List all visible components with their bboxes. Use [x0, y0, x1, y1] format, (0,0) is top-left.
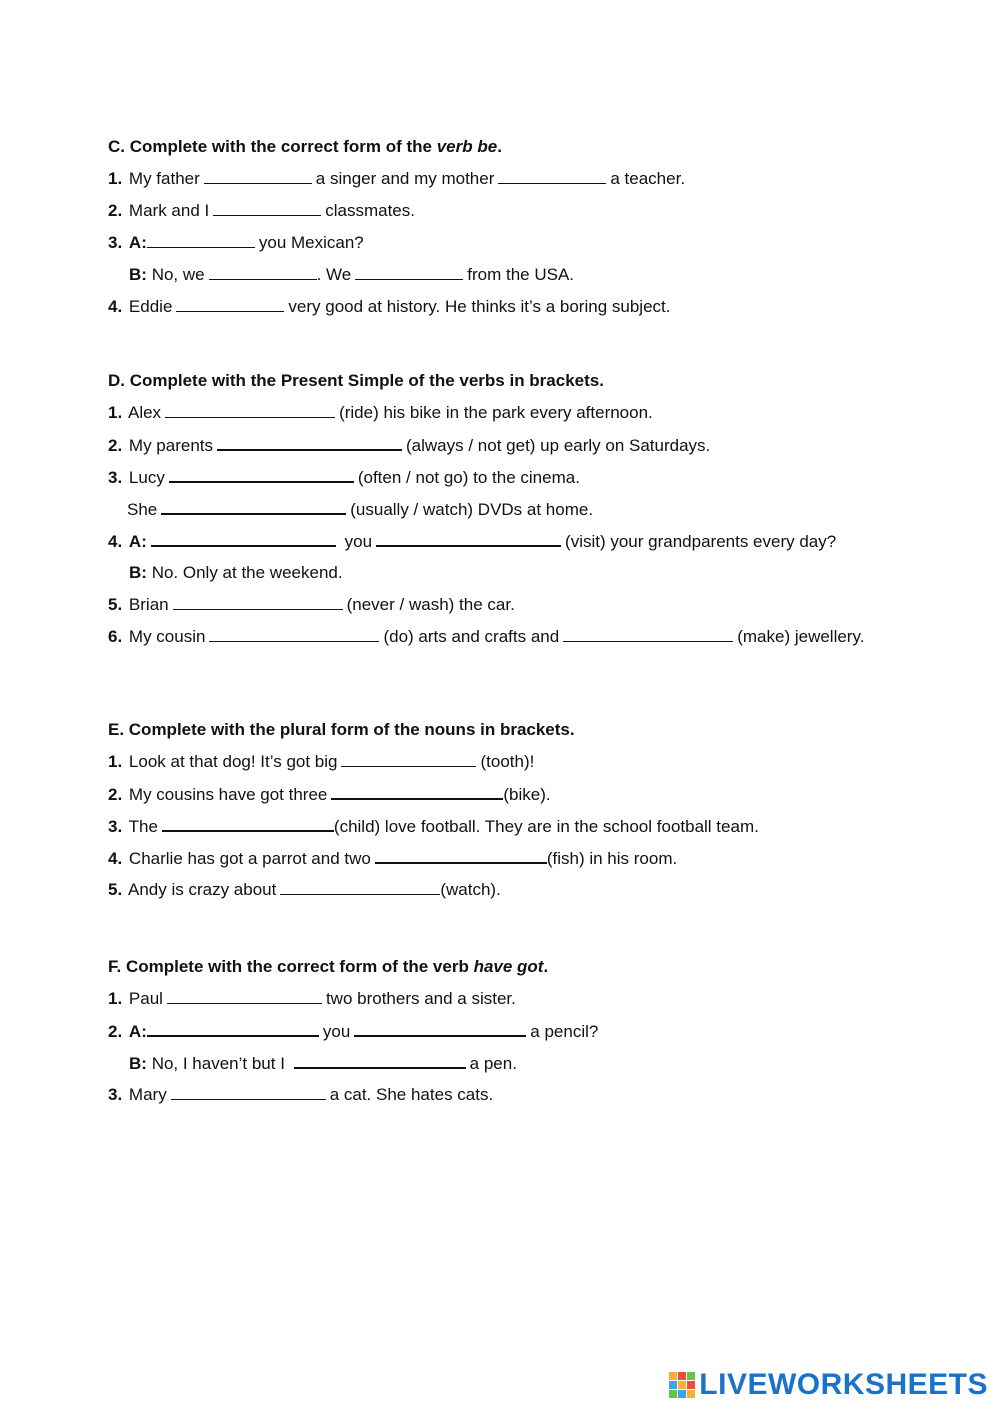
question-d1: 1. Alex (ride) his bike in the park every afternoon. [108, 403, 653, 422]
answer-blank[interactable] [355, 265, 463, 280]
section-f-heading: F. Complete with the correct form of the verb have got. [108, 957, 549, 976]
question-c1: 1. My father a singer and my mother a teacher. [108, 169, 686, 188]
answer-blank[interactable] [204, 169, 312, 184]
section-e-heading: E. Complete with the plural form of the nouns in brackets. [108, 720, 575, 739]
question-f1: 1. Paul two brothers and a sister. [108, 989, 516, 1008]
answer-blank[interactable] [169, 467, 354, 483]
answer-blank[interactable] [331, 784, 503, 800]
section-e [108, 720, 940, 912]
answer-blank[interactable] [376, 531, 561, 547]
liveworksheets-logo-text: LIVEWORKSHEETS [699, 1368, 988, 1401]
answer-blank[interactable] [217, 435, 402, 451]
question-e3: 3. The (child) love football. They are in the school football team. [108, 817, 759, 836]
answer-blank[interactable] [294, 1053, 466, 1069]
answer-blank[interactable] [161, 499, 346, 515]
question-d3: 3. Lucy (often / not go) to the cinema. [108, 468, 580, 487]
question-d2: 2. My parents (always / not get) up early on Saturdays. [108, 436, 711, 455]
answer-blank[interactable] [165, 403, 335, 418]
question-e2: 2. My cousins have got three (bike). [108, 785, 551, 804]
question-d6: 6. My cousin (do) arts and crafts and (make) jewellery. [108, 627, 865, 646]
answer-blank[interactable] [147, 1021, 319, 1037]
answer-blank[interactable] [176, 297, 284, 312]
answer-blank[interactable] [173, 595, 343, 610]
question-d4: 4. A: you (visit) your grandparents every day? [108, 532, 837, 551]
answer-blank[interactable] [147, 233, 255, 248]
question-d5: 5. Brian (never / wash) the car. [108, 595, 515, 614]
question-e1: 1. Look at that dog! It’s got big (tooth)! [108, 752, 535, 771]
answer-blank[interactable] [341, 752, 476, 767]
answer-blank[interactable] [209, 265, 317, 280]
question-f2b: B: No, I haven’t but I a pen. [129, 1054, 517, 1073]
question-f3: 3. Mary a cat. She hates cats. [108, 1085, 494, 1104]
question-c3b: B: No, we . We from the USA. [129, 265, 575, 284]
answer-blank[interactable] [213, 201, 321, 216]
answer-blank[interactable] [375, 848, 547, 864]
answer-blank[interactable] [167, 989, 322, 1004]
question-e5: 5. Andy is crazy about (watch). [108, 880, 501, 899]
section-d-heading: D. Complete with the Present Simple of the verbs in brackets. [108, 371, 604, 390]
section-f [108, 957, 940, 1117]
question-c3: 3. A: you Mexican? [108, 233, 364, 252]
answer-blank[interactable] [171, 1085, 326, 1100]
liveworksheets-logo-icon [669, 1372, 695, 1398]
question-d4b: B: No. Only at the weekend. [129, 563, 343, 582]
answer-blank[interactable] [209, 627, 379, 642]
question-d3b: She (usually / watch) DVDs at home. [127, 500, 594, 519]
question-e4: 4. Charlie has got a parrot and two (fish) in his room. [108, 849, 678, 868]
question-c2: 2. Mark and I classmates. [108, 201, 415, 220]
answer-blank[interactable] [498, 169, 606, 184]
liveworksheets-logo [669, 1368, 988, 1402]
answer-blank[interactable] [354, 1021, 526, 1037]
section-c-heading: C. Complete with the correct form of the verb be. [108, 137, 502, 156]
section-c [108, 137, 940, 329]
answer-blank[interactable] [162, 816, 334, 832]
answer-blank[interactable] [563, 627, 733, 642]
question-f2: 2. A: you a pencil? [108, 1022, 599, 1041]
answer-blank[interactable] [151, 531, 336, 547]
question-c4: 4. Eddie very good at history. He thinks it’s a boring subject. [108, 297, 671, 316]
section-d [108, 371, 940, 659]
answer-blank[interactable] [280, 880, 440, 895]
